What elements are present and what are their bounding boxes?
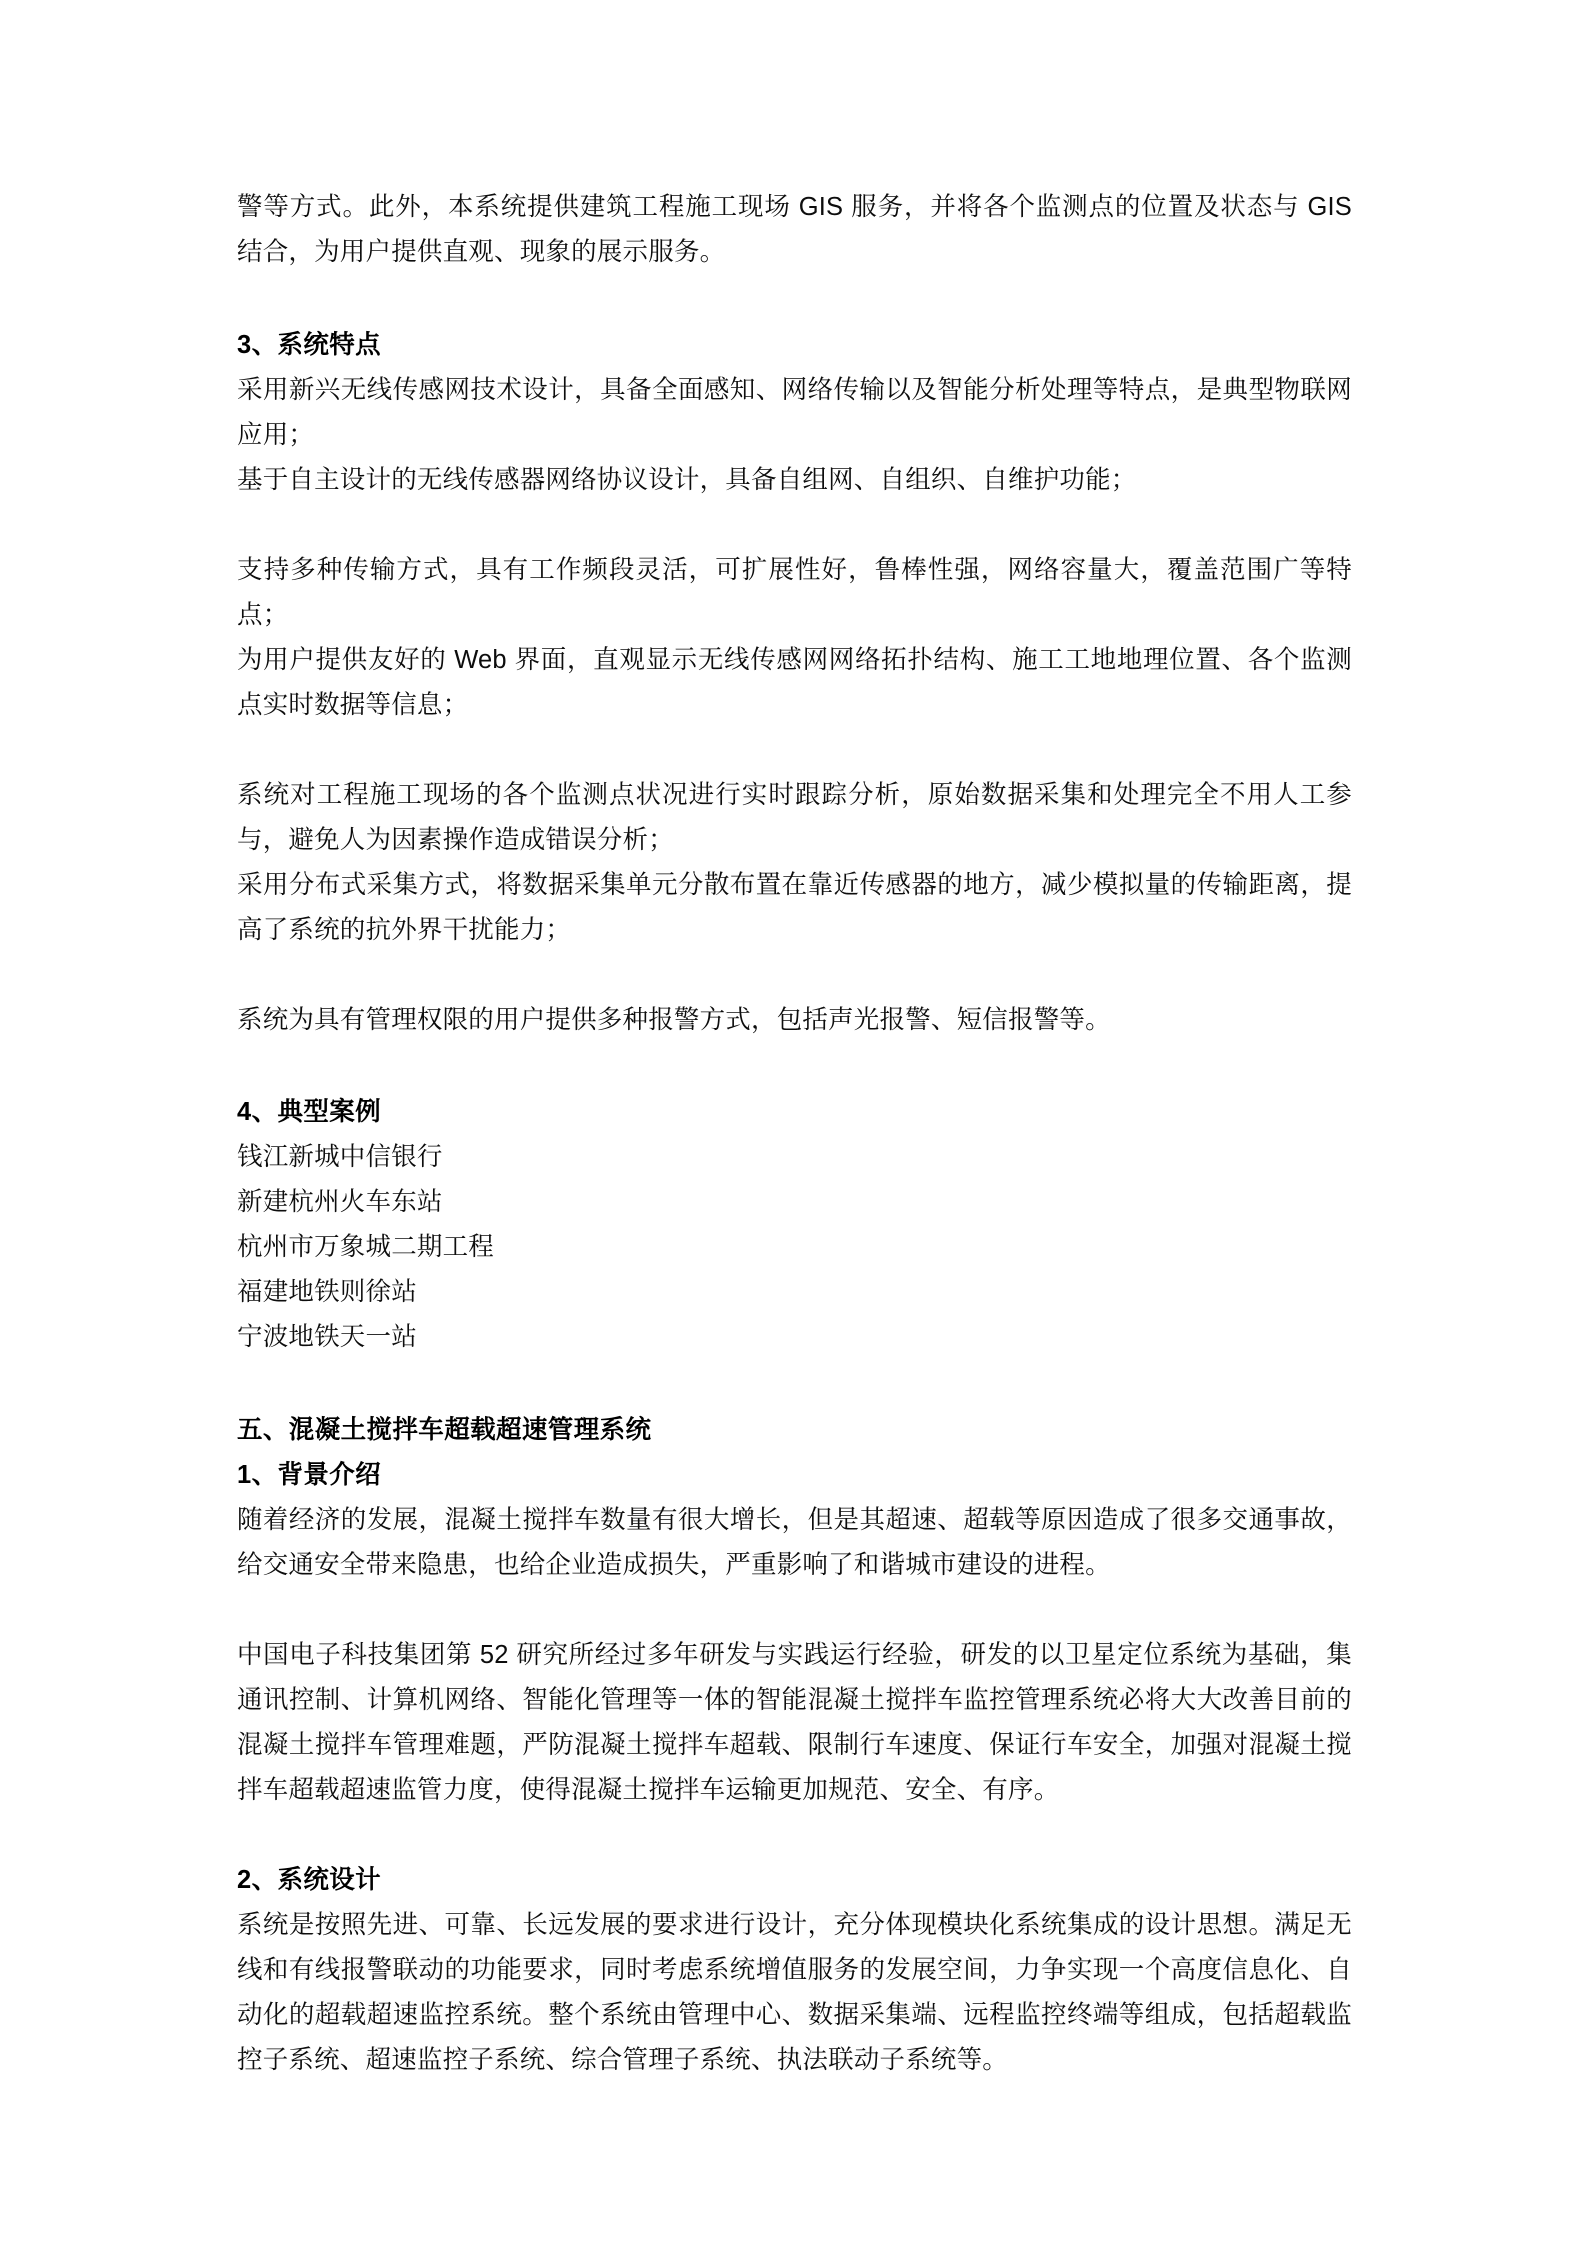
spacer	[237, 953, 1352, 998]
section-4-heading: 4、典型案例	[237, 1098, 382, 1126]
list-item: 新建杭州火车东站	[237, 1188, 443, 1216]
section-3-paragraph-3: 支持多种传输方式，具有工作频段灵活，可扩展性好，鲁棒性强，网络容量大，覆盖范围广等特点；	[237, 556, 1352, 629]
section-5-sub-2-paragraph-1: 系统是按照先进、可靠、长远发展的要求进行设计，充分体现模块化系统集成的设计思想。满足无线和有线报警联动的功能要求，同时考虑系统增值服务的发展空间，力争实现一个高度信息化、自动化的超载超速监控系统。整个系统由管理中心、数据采集端、远程监控终端等组成，包括超载监控子系统、超速监控子系统、综合管理子系统、执法联动子系统等。	[237, 1911, 1352, 2074]
list-item: 杭州市万象城二期工程	[237, 1233, 495, 1261]
section-5-sub-1-heading: 1、背景介绍	[237, 1461, 382, 1489]
section-3-paragraph-1: 采用新兴无线传感网技术设计，具备全面感知、网络传输以及智能分析处理等特点，是典型物联网应用；	[237, 376, 1352, 449]
section-3-paragraph-2: 基于自主设计的无线传感器网络协议设计，具备自组网、自组织、自维护功能；	[237, 466, 1137, 494]
section-3-paragraph-6: 采用分布式采集方式，将数据采集单元分散布置在靠近传感器的地方，减少模拟量的传输距离，提高了系统的抗外界干扰能力；	[237, 871, 1352, 944]
list-item: 福建地铁则徐站	[237, 1278, 417, 1306]
section-3-paragraph-4: 为用户提供友好的 Web 界面，直观显示无线传感网网络拓扑结构、施工工地地理位置、各个监测点实时数据等信息；	[237, 646, 1352, 719]
spacer	[237, 1043, 1352, 1090]
document-content	[237, 185, 1352, 2083]
section-5-heading: 五、混凝土搅拌车超载超速管理系统	[237, 1416, 652, 1444]
section-3-heading: 3、系统特点	[237, 331, 382, 359]
spacer	[237, 1588, 1352, 1633]
section-5-sub-1-paragraph-2: 中国电子科技集团第 52 研究所经过多年研发与实践运行经验，研发的以卫星定位系统为基础，集通讯控制、计算机网络、智能化管理等一体的智能混凝土搅拌车监控管理系统必将大大改善目前的混凝土搅拌车管理难题，严防混凝土搅拌车超载、限制行车速度、保证行车安全，加强对混凝土搅拌车超载超速监管力度，使得混凝土搅拌车运输更加规范、安全、有序。	[237, 1641, 1352, 1804]
list-item: 钱江新城中信银行	[237, 1143, 443, 1171]
spacer	[237, 1813, 1352, 1858]
typical-case-list	[237, 1135, 1352, 1360]
section-5-sub-2-heading: 2、系统设计	[237, 1866, 382, 1894]
list-item: 宁波地铁天一站	[237, 1323, 417, 1351]
spacer	[237, 275, 1352, 323]
spacer	[237, 503, 1352, 548]
spacer	[237, 728, 1352, 773]
spacer	[237, 1360, 1352, 1408]
section-3-paragraph-7: 系统为具有管理权限的用户提供多种报警方式，包括声光报警、短信报警等。	[237, 1006, 1111, 1034]
section-3-paragraph-5: 系统对工程施工现场的各个监测点状况进行实时跟踪分析，原始数据采集和处理完全不用人工参与，避免人为因素操作造成错误分析；	[237, 781, 1352, 854]
intro-paragraph: 警等方式。此外，本系统提供建筑工程施工现场 GIS 服务，并将各个监测点的位置及状态与 GIS 结合，为用户提供直观、现象的展示服务。	[237, 193, 1352, 266]
section-5-sub-1-paragraph-1: 随着经济的发展，混凝土搅拌车数量有很大增长，但是其超速、超载等原因造成了很多交通事故，给交通安全带来隐患，也给企业造成损失，严重影响了和谐城市建设的进程。	[237, 1506, 1352, 1579]
